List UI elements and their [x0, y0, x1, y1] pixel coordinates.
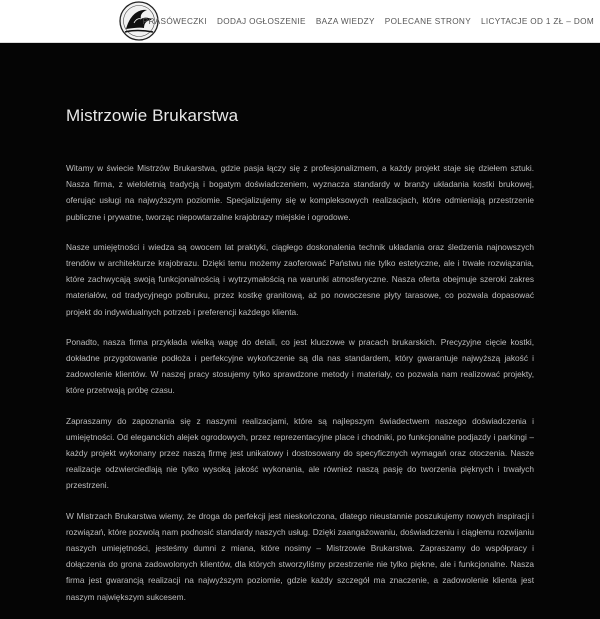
article-text	[66, 160, 534, 619]
paragraph-5: W Mistrzach Brukarstwa wiemy, że droga do perfekcji jest nieskończona, dlatego nieustannie poszukujemy nowych inspiracji i rozwiązań, które pozwolą nam podnosić standardy naszych usług. Dzięki zaangażowaniu, doświadczeniu i ciągłemu rozwijaniu naszych umiejętności, jesteśmy dumni z miana, które nosimy – Mistrzowie Brukarstwa. Zapraszamy do współpracy i dołączenia do grona zadowolonych klientów, dla których stworzyliśmy przestrzenie nie tylko piękne, ale i funkcjonalne. Nasza firma jest gwarancją realizacji na najwyższym poziomie, gdzie każdy szczegół ma znaczenie, a zadowolenie klienta jest naszym największym sukcesem.	[66, 510, 534, 602]
site-header	[0, 0, 600, 43]
nav-item-prasoweczki[interactable]: PRASÓWECZKI	[142, 16, 207, 26]
page-title: Mistrzowie Brukarstwa	[66, 106, 239, 125]
paragraph-1: Witamy w świecie Mistrzów Brukarstwa, gdzie pasja łączy się z profesjonalizmem, a każdy projekt staje się dziełem sztuki. Nasza firma, z wieloletnią tradycją i bogatym doświadczeniem, wyznacza standardy w branży układania kostki brukowej, oferując usługi na najwyższym poziomie. Specjalizujemy się w kompleksowych realizacjach, które odmieniają przestrzenie publiczne i prywatne, tworząc niepowtarzalne krajobrazy miejskie i ogrodowe.	[66, 163, 534, 222]
paragraph-4: Zapraszamy do zapoznania się z naszymi realizacjami, które są najlepszym świadectwem naszego doświadczenia i umiejętności. Od eleganckich alejek ogrodowych, przez reprezentacyjne place i chodniki, po funkcjonalne podjazdy i parkingi – każdy projekt wykonany przez naszą firmę jest unikatowy i dostosowany do specyficznych wymagań oraz otoczenia. Nasze realizacje odzwierciedlają nie tylko wysoką jakość wykonania, ale również naszą pasję do tworzenia pięknych i trwałych przestrzeni.	[66, 415, 534, 491]
paragraph-2: Nasze umiejętności i wiedza są owocem lat praktyki, ciągłego doskonalenia technik układania oraz śledzenia najnowszych trendów w architekturze krajobrazu. Dzięki temu możemy zaoferować Państwu nie tylko estetyczne, ale i trwałe rozwiązania, które zachwycają swoją funkcjonalnością i wytrzymałością na warunki atmosferyczne. Nasza oferta obejmuje szeroki zakres materiałów, od tradycyjnego polbruku, przez kostkę granitową, aż po nowoczesne płyty tarasowe, co pozwala dopasować projekt do indywidualnych potrzeb i preferencji każdego klienta.	[66, 241, 534, 317]
nav-item-licytacje[interactable]: LICYTACJE OD 1 ZŁ – DOM	[481, 16, 594, 26]
nav-item-polecane-strony[interactable]: POLECANE STRONY	[384, 16, 471, 26]
main-nav	[143, 0, 594, 42]
paragraph-3: Ponadto, nasza firma przykłada wielką wagę do detali, co jest kluczowe w pracach brukarskich. Precyzyjne cięcie kostki, dokładne przygotowanie podłoża i perfekcyjne wykończenie są dla nas standardem, który gwarantuje najwyższą jakość i zadowolenie klientów. W naszej pracy stosujemy tylko sprawdzone metody i materiały, co pozwala nam realizować projekty, które przetrwają próbę czasu.	[66, 336, 534, 396]
page-body	[0, 43, 600, 602]
article	[66, 106, 534, 602]
nav-item-dodaj-ogloszenie[interactable]: DODAJ OGŁOSZENIE	[217, 16, 306, 26]
nav-item-baza-wiedzy[interactable]: BAZA WIEDZY	[315, 16, 375, 26]
